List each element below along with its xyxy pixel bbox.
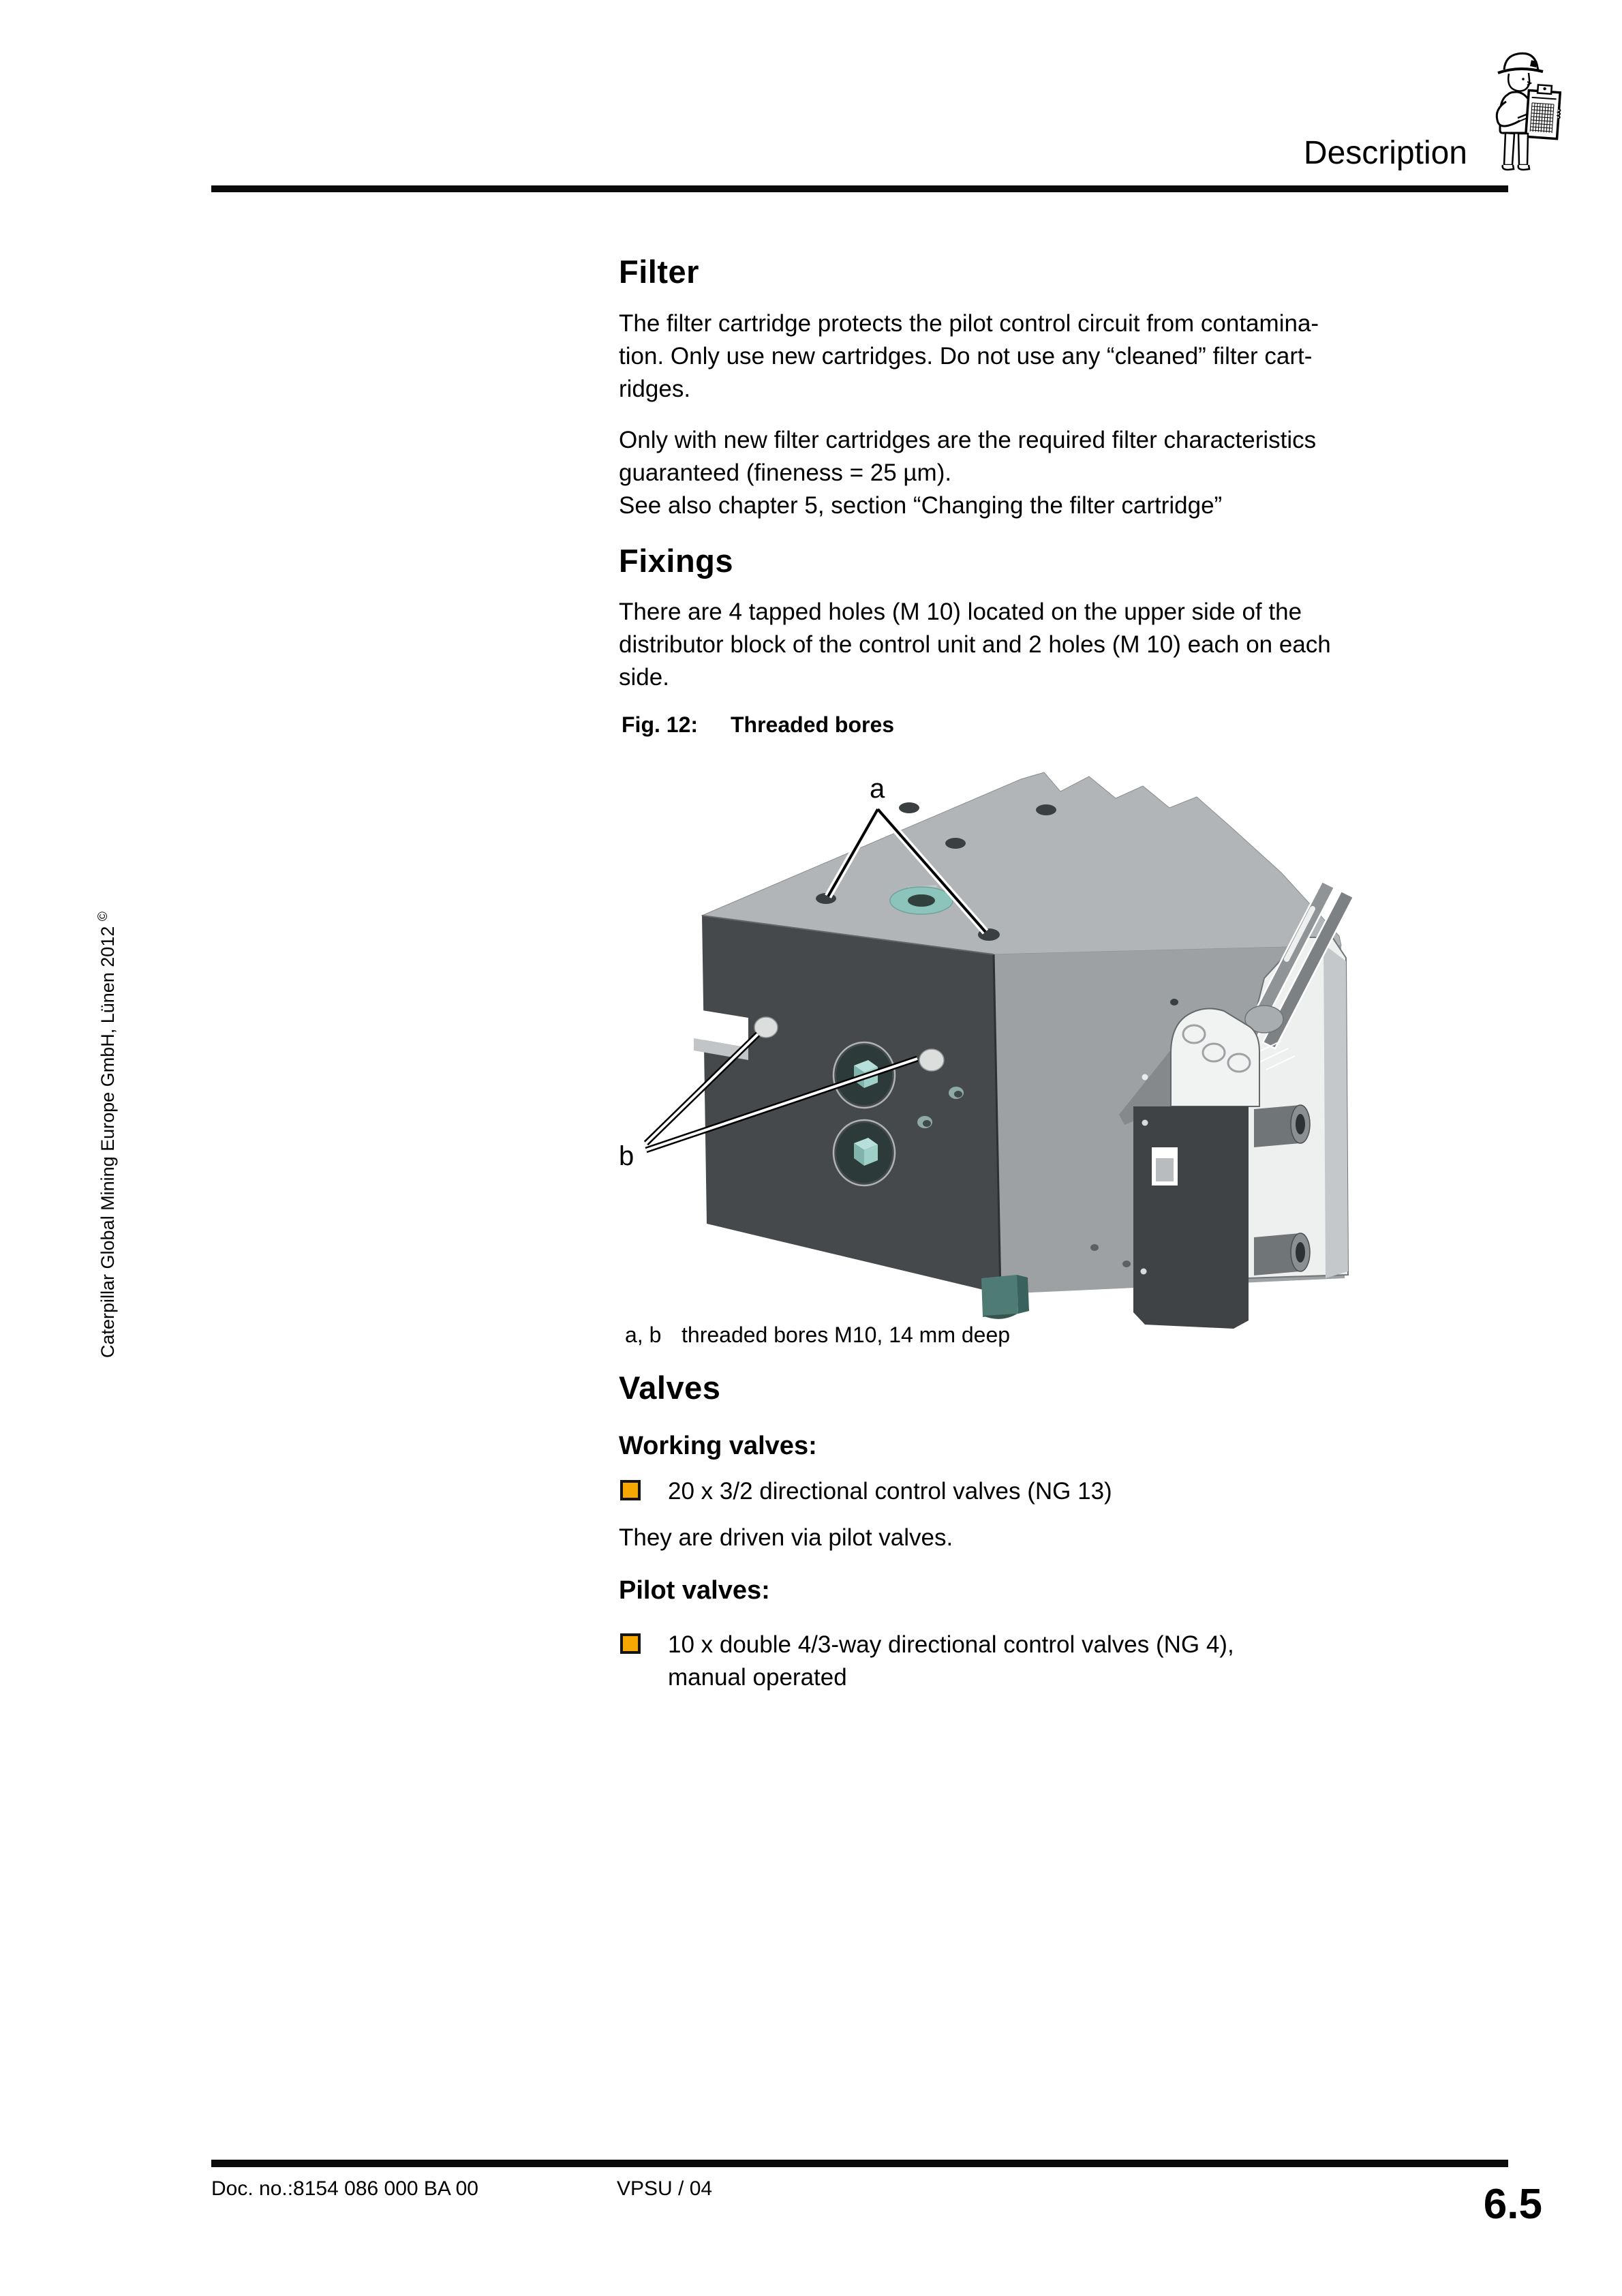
filter-paragraph-2 — [619, 424, 1316, 522]
text-line: See also chapter 5, section “Changing the filter cartridge” — [619, 492, 1223, 519]
text-line: tion. Only use new cartridges. Do not use any “cleaned” filter cart- — [619, 343, 1313, 369]
figure-label: Fig. 12: — [622, 712, 699, 737]
figure-caption-markers: a, b — [625, 1323, 662, 1347]
fixings-paragraph — [619, 596, 1331, 694]
front-port-2 — [833, 1120, 895, 1185]
figure-threaded-bores — [600, 733, 1363, 1333]
header-rule — [211, 185, 1508, 192]
text-line: side. — [619, 664, 669, 691]
figure-marker-a: a — [870, 774, 885, 804]
figure-caption — [625, 1323, 1011, 1347]
text-line: ridges. — [619, 376, 691, 402]
text-line: 10 x double 4/3-way directional control valves (NG 4), — [668, 1631, 1234, 1658]
text-line: There are 4 tapped holes (M 10) located on the upper side of the — [619, 599, 1302, 625]
figure-marker-b: b — [619, 1141, 634, 1171]
fixings-heading: Fixings — [619, 543, 734, 579]
socket-bolt — [1254, 1233, 1310, 1275]
bore-b2 — [919, 1049, 944, 1071]
text-line: manual operated — [668, 1664, 847, 1691]
filter-heading: Filter — [619, 254, 699, 290]
text-line: The filter cartridge protects the pilot control circuit from contamina- — [619, 310, 1319, 337]
footer-doc-code: VPSU / 04 — [617, 2177, 713, 2200]
bullet-square-icon — [620, 1480, 641, 1500]
pilot-valves-subheading: Pilot valves: — [619, 1576, 770, 1605]
copyright-symbol: © — [96, 911, 110, 922]
block-top-face — [702, 772, 1341, 954]
sidebar-copyright — [97, 911, 117, 1358]
footer-page-number: 6.5 — [1483, 2181, 1542, 2228]
text-line: Only with new filter cartridges are the required filter characteristics — [619, 427, 1317, 453]
working-valves-bullet: 20 x 3/2 directional control valves (NG 13) — [668, 1478, 1112, 1505]
pilot-valves-bullet — [668, 1629, 1234, 1694]
footer-doc-number: Doc. no.:8154 086 000 BA 00 — [211, 2177, 478, 2200]
text-line: guaranteed (fineness = 25 µm). — [619, 459, 952, 486]
figure-title: Threaded bores — [731, 712, 895, 737]
working-valves-subheading: Working valves: — [619, 1432, 817, 1460]
text-line: distributor block of the control unit and 2 holes (M 10) each on each — [619, 631, 1331, 658]
bullet-square-icon — [620, 1633, 641, 1654]
figure-caption-text: threaded bores M10, 14 mm deep — [682, 1323, 1011, 1347]
working-valves-note: They are driven via pilot valves. — [619, 1524, 953, 1551]
block-foot — [981, 1275, 1029, 1319]
socket-bolt — [1254, 1105, 1310, 1147]
page-title: Description — [1303, 135, 1467, 171]
valves-heading: Valves — [619, 1370, 721, 1406]
filter-paragraph-1 — [619, 307, 1319, 406]
copyright-text: Caterpillar Global Mining Europe GmbH, Lünen 2012 — [97, 926, 118, 1358]
worker-clipboard-icon — [1488, 48, 1564, 184]
footer-rule — [211, 2160, 1508, 2167]
